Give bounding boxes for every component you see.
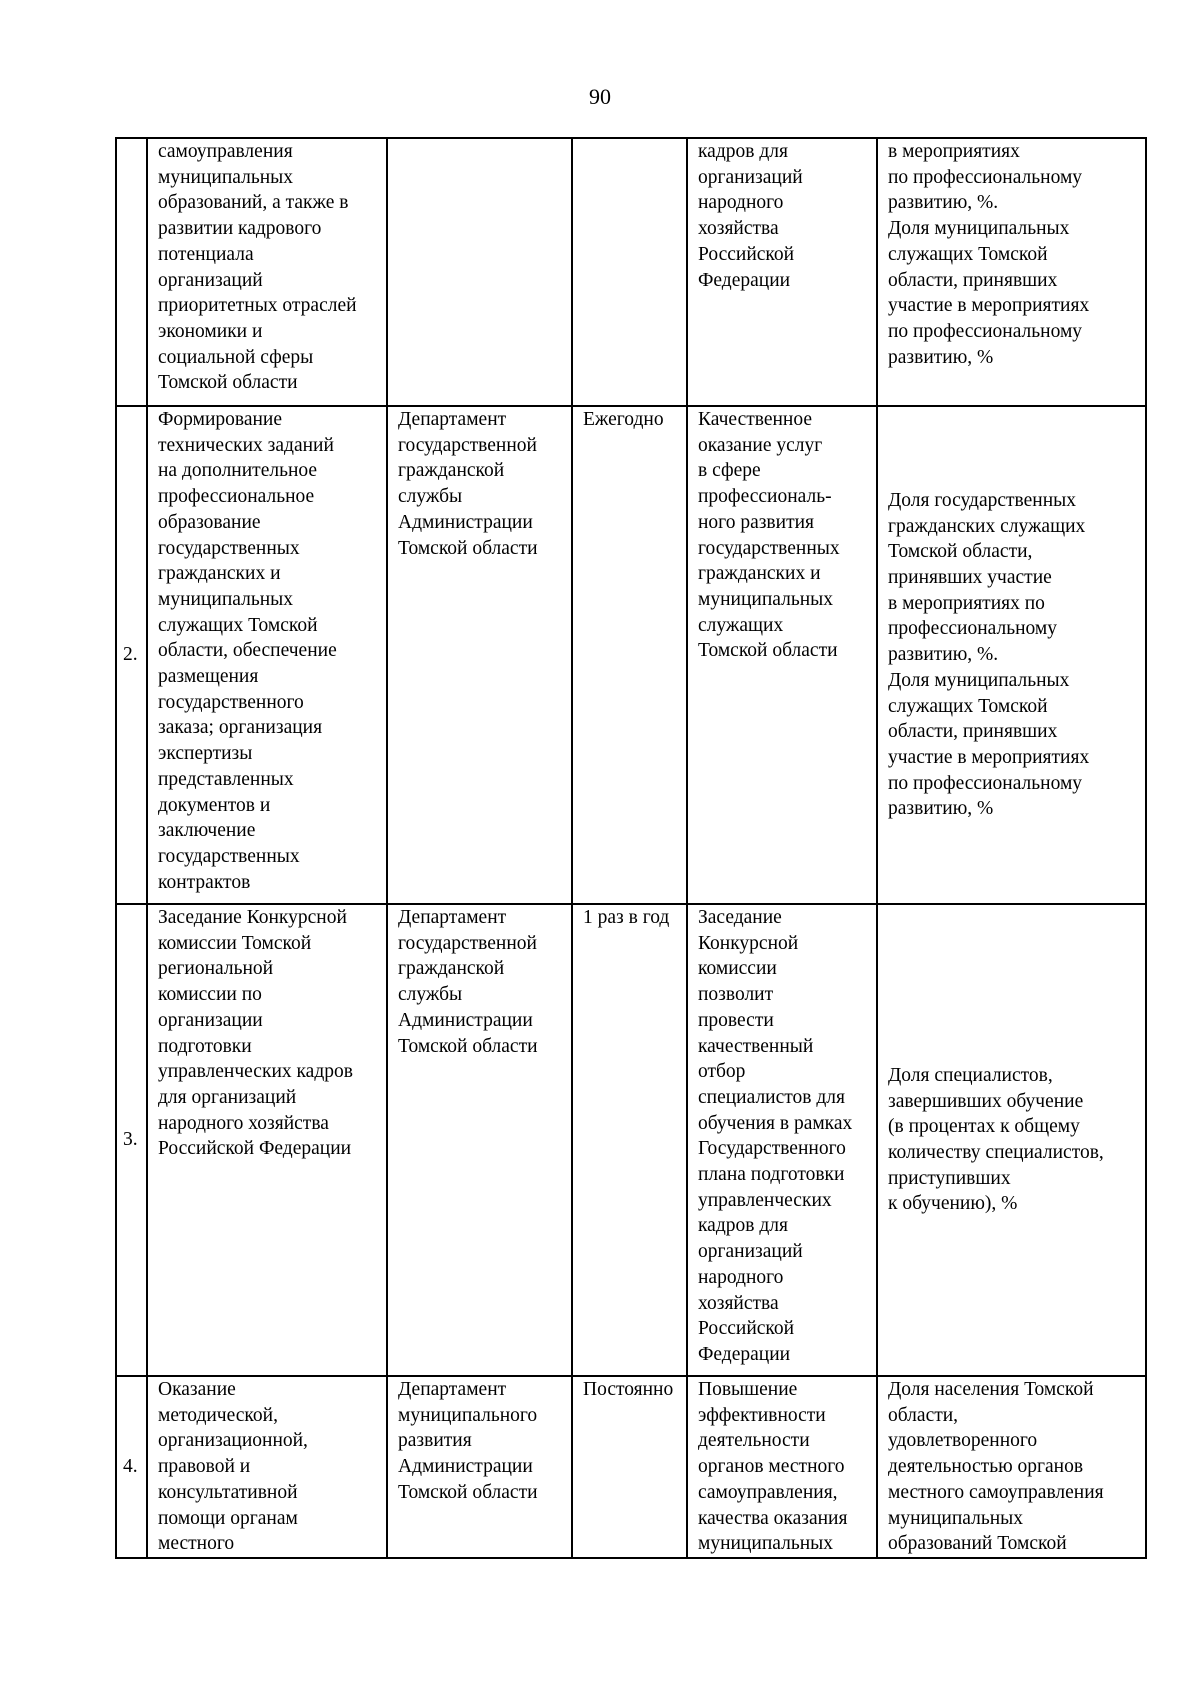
event-cell: Оказание методической, организационной, правовой и консультативной помощи органам местного <box>147 1376 387 1558</box>
table-row <box>116 406 1146 904</box>
page-number: 90 <box>589 84 611 109</box>
result-cell: Качественное оказание услуг в сфере профессиональ- ного развития государственных гражданских и муниципальных служащих Томской области <box>687 406 877 904</box>
table-row <box>116 904 1146 1376</box>
result-cell: Заседание Конкурсной комиссии позволит провести качественный отбор специалистов для обучения в рамках Государственного плана подготовки управленческих кадров для организаций народного хозяйства Российской Федерации <box>687 904 877 1376</box>
period-cell: 1 раз в год <box>572 904 687 1376</box>
result-cell: Повышение эффективности деятельности органов местного самоуправления, качества оказания муниципальных <box>687 1376 877 1558</box>
indicator-cell: Доля государственных гражданских служащих Томской области, принявших участие в мероприятиях по профессиональному развитию, %. Доля муниципальных служащих Томской области, принявших участие в мероприятиях по профессиональному развитию, % <box>877 406 1146 904</box>
row-number <box>116 138 147 406</box>
executor-cell <box>387 138 572 406</box>
indicator-cell: Доля населения Томской области, удовлетворенного деятельностью органов местного самоуправления муниципальных образований Томской <box>877 1376 1146 1558</box>
row-number: 2. <box>116 406 147 904</box>
executor-cell: Департамент государственной гражданской службы Администрации Томской области <box>387 904 572 1376</box>
event-cell: Формирование технических заданий на дополнительное профессиональное образование государственных гражданских и муниципальных служащих Томской области, обеспечение размещения государственного заказа; организация экспертизы представленных документов и заключение государственных контрактов <box>147 406 387 904</box>
event-cell: самоуправления муниципальных образований, а также в развитии кадрового потенциала организаций приоритетных отраслей экономики и социальной сферы Томской области <box>147 138 387 406</box>
period-cell <box>572 138 687 406</box>
measures-table <box>115 137 1147 1559</box>
table-row <box>116 138 1146 406</box>
executor-cell: Департамент государственной гражданской службы Администрации Томской области <box>387 406 572 904</box>
result-cell: кадров для организаций народного хозяйства Российской Федерации <box>687 138 877 406</box>
period-cell: Ежегодно <box>572 406 687 904</box>
period-cell: Постоянно <box>572 1376 687 1558</box>
row-number: 4. <box>116 1376 147 1558</box>
indicator-cell: Доля специалистов, завершивших обучение (в процентах к общему количеству специалистов, приступивших к обучению), % <box>877 904 1146 1376</box>
event-cell: Заседание Конкурсной комиссии Томской региональной комиссии по организации подготовки управленческих кадров для организаций народного хозяйства Российской Федерации <box>147 904 387 1376</box>
executor-cell: Департамент муниципального развития Администрации Томской области <box>387 1376 572 1558</box>
table-row <box>116 1376 1146 1558</box>
indicator-cell: в мероприятиях по профессиональному развитию, %. Доля муниципальных служащих Томской области, принявших участие в мероприятиях по профессиональному развитию, % <box>877 138 1146 406</box>
row-number: 3. <box>116 904 147 1376</box>
